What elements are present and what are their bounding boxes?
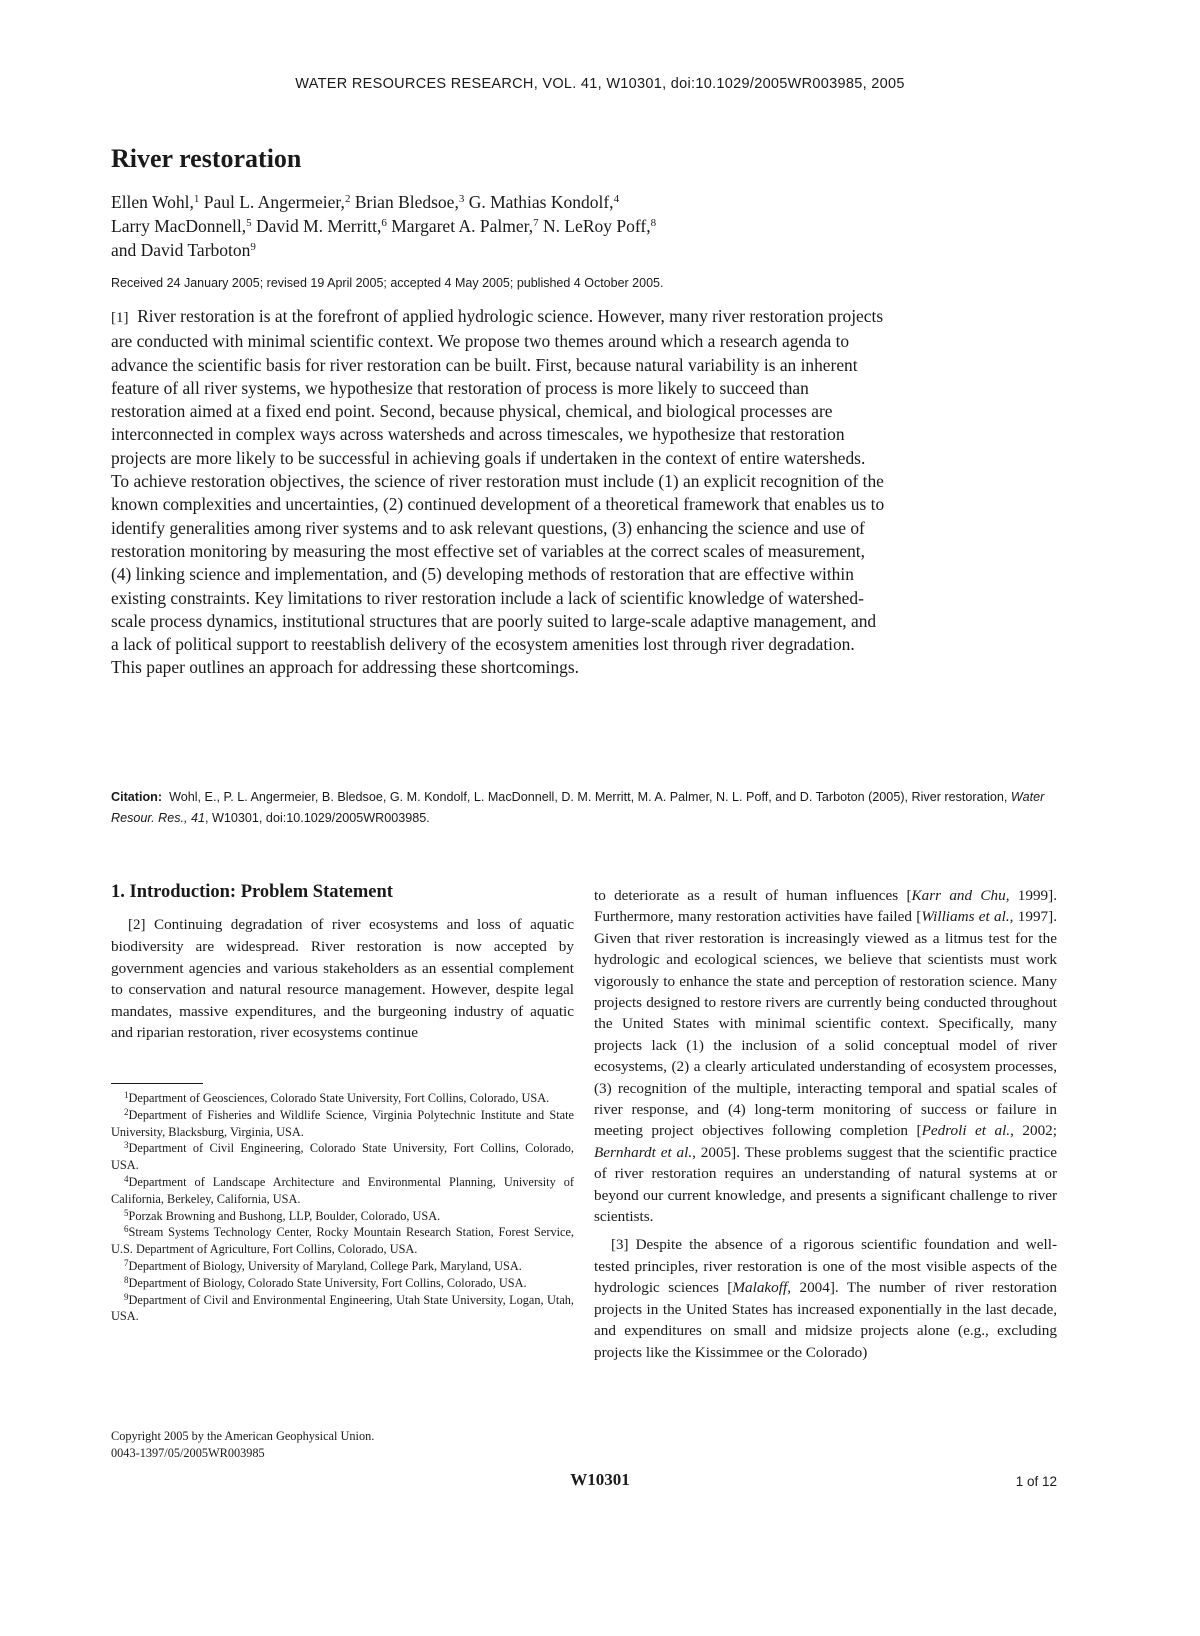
copyright-line: Copyright 2005 by the American Geophysical Union. — [111, 1429, 375, 1443]
footnote: $^3$Department of Civil Engineering, Colorado State University, Fort Collins, Colorado, USA. — [111, 1140, 574, 1173]
author: Brian Bledsoe,$^3$ — [354, 192, 465, 212]
author-list — [111, 190, 1011, 262]
footnote: $^5$Porzak Browning and Bushong, LLP, Boulder, Colorado, USA. — [124, 1207, 441, 1223]
author: Margaret A. Palmer,$^7$ — [391, 216, 539, 236]
issn-line: 0043-1397/05/2005WR003985 — [111, 1445, 265, 1460]
right-column — [594, 885, 1057, 1363]
reference-link[interactable]: Williams et al. — [921, 908, 1010, 926]
received-dates: Received 24 January 2005; revised 19 April 2005; accepted 4 May 2005; published 4 October 2005. — [111, 276, 664, 290]
footnote: $^1$Department of Geosciences, Colorado State University, Fort Collins, Colorado, USA. — [124, 1090, 550, 1105]
running-head: WATER RESOURCES RESEARCH, VOL. 41, W10301, doi:10.1029/2005WR003985, 2005 — [295, 76, 905, 92]
reference-link[interactable]: Pedroli et al. — [921, 1122, 1011, 1140]
page-number: 1 of 12 — [1015, 1474, 1057, 1489]
footnote: $^6$Stream Systems Technology Center, Rocky Mountain Research Station, Forest Service, U.S. Department of Agriculture, Fort Collins, Colorado, USA. — [111, 1224, 574, 1257]
copyright — [111, 1428, 374, 1462]
citation-text: Wohl, E., P. L. Angermeier, B. Bledsoe, G. M. Kondolf, L. MacDonnell, D. M. Merritt, M. A. Palmer, N. L. Poff, and D. Tarboton (2005), River restoration, — [169, 790, 1011, 804]
section-heading: 1. Introduction: Problem Statement — [111, 882, 393, 902]
author: David M. Merritt,$^6$ — [255, 216, 387, 236]
footnote: $^8$Department of Biology, Colorado State University, Fort Collins, Colorado, USA. — [124, 1274, 527, 1290]
abstract-text: River restoration is at the forefront of applied hydrologic science. However, many river restoration projects are conducted with minimal scientific context. We propose two themes around which a research agenda to advance the scientific basis for river restoration can be built. First, because natural variability is an inherent feature of all river systems, we hypothesize that restoration of process is more likely to succeed than restoration aimed at a fixed end point. Second, because physical, chemical, and biological processes are interconnected in complex ways across watersheds and across timescales, we hypothesize that restoration projects are more likely to be successful in achieving goals if undertaken in the context of entire watersheds. To achieve restoration objectives, the science of river restoration must include (1) an explicit recognition of the known complexities and uncertainties, (2) continued development of a theoretical framework that enables us to identify generalities among river systems and to ask relevant questions, (3) enhancing the science and use of restoration monitoring by measuring the most effective set of variables at the correct scales of measurement, (4) linking science and implementation, and (5) developing methods of restoration that are effective within existing constraints. Key limitations to river restoration include a lack of scientific knowledge of watershed-scale process dynamics, institutional structures that are poorly suited to large-scale adaptive management, and a lack of political support to reestablish delivery of the ecosystem amenities lost through river degradation. This paper outlines an approach for addressing these shortcomings. — [111, 306, 885, 678]
reference-link[interactable]: Malakoff — [732, 1279, 788, 1297]
footnote: $^4$Department of Landscape Architecture and Environmental Planning, University of California, Berkeley, California, USA. — [111, 1173, 574, 1206]
author: Paul L. Angermeier,$^2$ — [203, 192, 351, 212]
reference-link[interactable]: Karr and Chu — [911, 887, 1006, 904]
paragraph-number: [1] — [111, 310, 129, 326]
footnotes — [111, 1090, 574, 1325]
article-id: W10301 — [570, 1470, 630, 1489]
author: N. LeRoy Poff,$^8$ — [542, 216, 657, 236]
author: Ellen Wohl,$^1$ — [111, 192, 200, 212]
citation-journal: Water Resour. Res., 41 — [111, 790, 1045, 825]
paragraph-text: Continuing degradation of river ecosystems and loss of aquatic biodiversity are widespread. River restoration is now accepted by government agencies and various stakeholders as an essential complement to conservation and natural resource management. However, despite legal mandates, massive expenditures, and the burgeoning industry of aquatic and riparian restoration, river ecosystems continue — [111, 916, 574, 1042]
citation-label: Citation: — [111, 790, 163, 804]
paragraph-number: [3] — [611, 1236, 629, 1253]
paragraph: to deteriorate as a result of human influences [Karr and Chu, 1999]. Furthermore, many restoration activities have failed [Williams et al., 1997]. Given that river restoration is increasingly viewed as a litmus test for the hydrologic and ecological sciences, we believe that scientists must work vigorously to enhance the state and perception of restoration science. Many projects designed to restore rivers are currently being conducted throughout the United States with minimal scientific context. Specifically, many projects lack (1) the inclusion of a solid conceptual model of river ecosystems, (2) a clearly articulated understanding of ecosystem processes, (3) recognition of the multiple, interacting temporal and spatial scales of river response, and (4) long-term monitoring of success or failure in meeting project objectives following completion [Pedroli et al., 2002; Bernhardt et al., 2005]. These problems suggest that the scientific practice of river restoration requires an understanding of natural systems at or beyond our current knowledge, and presents a significant challenge to river scientists. — [594, 887, 1057, 1226]
reference-link[interactable]: Bernhardt et al. — [594, 1143, 693, 1161]
footnote: $^9$Department of Civil and Environmental Engineering, Utah State University, Logan, Utah, USA. — [111, 1291, 574, 1324]
paragraph — [111, 914, 574, 1043]
footnote: $^2$Department of Fisheries and Wildlife Science, Virginia Polytechnic Institute and State University, Blacksburg, Virginia, USA. — [111, 1106, 574, 1139]
article-title: River restoration — [111, 144, 302, 173]
author: Larry MacDonnell,$^5$ — [111, 216, 252, 236]
footnote-divider — [111, 1083, 203, 1084]
author: G. Mathias Kondolf,$^4$ — [468, 192, 620, 212]
paragraph-number: [2] — [128, 917, 146, 933]
author: and David Tarboton$^9$ — [111, 240, 256, 260]
citation — [111, 787, 1071, 829]
citation-doi: , W10301, doi:10.1029/2005WR003985. — [205, 811, 430, 825]
footnote: $^7$Department of Biology, University of Maryland, College Park, Maryland, USA. — [124, 1257, 522, 1273]
abstract — [111, 305, 887, 680]
left-column — [111, 914, 574, 1043]
paragraph: [3] Despite the absence of a rigorous scientific foundation and well-tested principles, river restoration is one of the most visible aspects of the hydrologic sciences [Malakoff, 2004]. The number of river restoration projects in the United States has increased exponentially in the last decade, and expenditures on small and midsize projects alone (e.g., excluding projects like the Kissimmee or the Colorado) — [594, 1235, 1057, 1361]
